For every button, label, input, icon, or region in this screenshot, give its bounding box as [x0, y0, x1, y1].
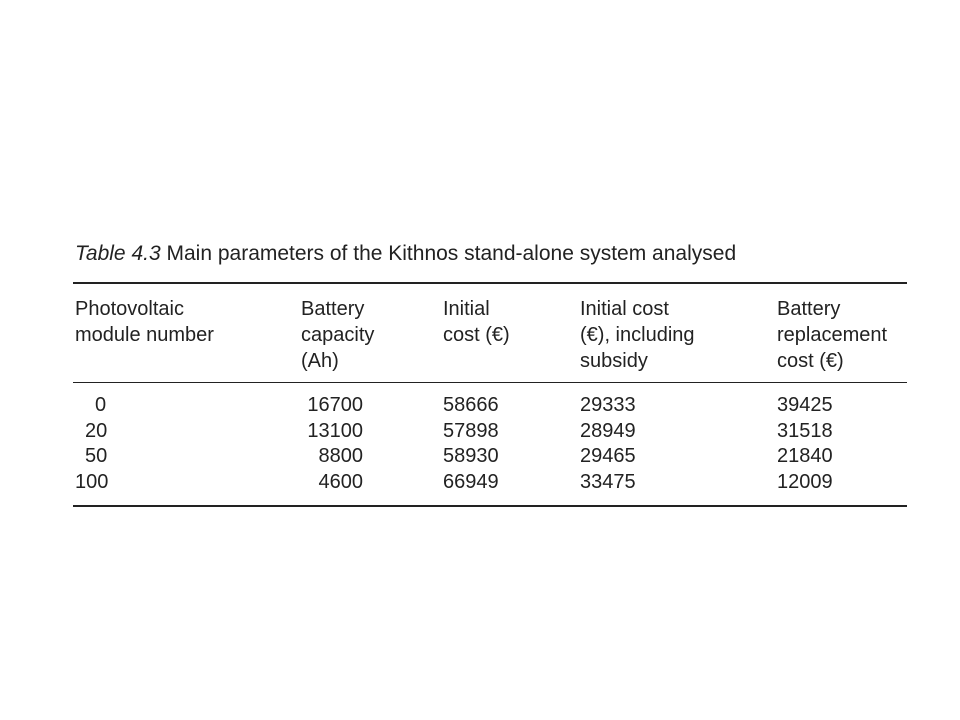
cell-battery-replacement-cost: 12009: [777, 470, 833, 493]
table-row: [73, 444, 907, 470]
cell-initial-cost: 58666: [443, 394, 499, 416]
cell-battery-capacity: 4600: [318, 470, 363, 493]
cell-pv-modules: 50: [85, 445, 108, 467]
table-row: [73, 383, 907, 419]
cell-initial-cost-subsidy: 33475: [580, 470, 636, 493]
bottom-rule: [73, 505, 907, 507]
table-caption-title: Main parameters of the Kithnos stand-alone system analysed: [166, 242, 737, 265]
header-row: [73, 284, 907, 382]
table-block: [73, 240, 907, 507]
cell-battery-capacity: 8800: [318, 445, 363, 467]
table-caption: [75, 240, 907, 268]
cell-initial-cost: 66949: [443, 470, 499, 493]
cell-pv-modules: 100: [75, 470, 109, 493]
cell-initial-cost-subsidy: 28949: [580, 419, 636, 442]
cell-battery-capacity: 16700: [307, 394, 363, 416]
cell-pv-modules: 20: [85, 419, 108, 442]
cell-battery-replacement-cost: 21840: [777, 445, 833, 467]
cell-initial-cost-subsidy: 29465: [580, 445, 636, 467]
cell-initial-cost: 57898: [443, 419, 499, 442]
cell-battery-capacity: 13100: [307, 419, 363, 442]
header-battery-capacity: Battery capacity (Ah): [301, 298, 375, 372]
cell-pv-modules: 0: [95, 394, 107, 416]
parameters-table: [73, 284, 907, 505]
header-pv-module-number: Photovoltaic module number: [75, 298, 214, 346]
cell-battery-replacement-cost: 31518: [777, 419, 833, 442]
cell-battery-replacement-cost: 39425: [777, 394, 833, 416]
table-row: [73, 419, 907, 445]
cell-initial-cost-subsidy: 29333: [580, 394, 636, 416]
cell-initial-cost: 58930: [443, 445, 499, 467]
table-row: [73, 470, 907, 506]
header-initial-cost: Initial cost (€): [443, 298, 510, 346]
table-caption-label: Table 4.3: [75, 242, 161, 265]
header-battery-replacement-cost: Battery replacement cost (€): [777, 298, 888, 372]
header-initial-cost-subsidy: Initial cost (€), including subsidy: [580, 298, 695, 372]
